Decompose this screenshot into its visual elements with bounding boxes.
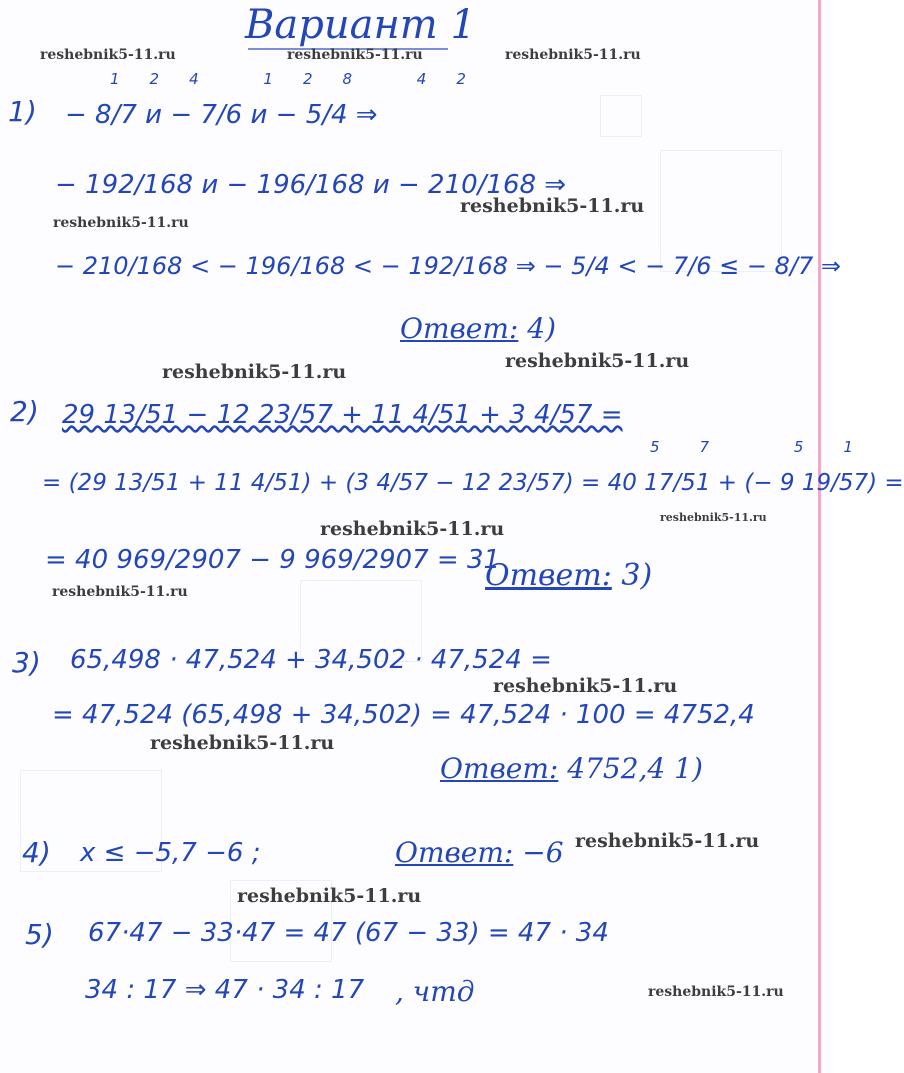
answer-value: 4) xyxy=(527,312,557,345)
watermark: reshebnik5-11.ru xyxy=(53,215,189,231)
task-number: 1) xyxy=(8,95,37,128)
page-margin-line xyxy=(818,0,821,1073)
task-number: 5) xyxy=(25,918,54,951)
watermark: reshebnik5-11.ru xyxy=(505,350,690,372)
watermark: reshebnik5-11.ru xyxy=(505,47,641,63)
task-line: − 8/7 и − 7/6 и − 5/4 ⇒ xyxy=(65,100,378,130)
answer-label: Ответ: xyxy=(485,558,612,593)
answer-label: Ответ: xyxy=(395,836,514,869)
answer-label: Ответ: xyxy=(400,312,519,345)
expansion-factors: 124 128 42 xyxy=(110,70,496,88)
expansion-factors: 57 51 xyxy=(650,438,893,456)
watermark: reshebnik5-11.ru xyxy=(150,732,335,754)
task-line: 67·47 − 33·47 = 47 (67 − 33) = 47 · 34 xyxy=(88,918,609,948)
task-line: = 47,524 (65,498 + 34,502) = 47,524 · 100 = 4752,4 xyxy=(52,700,755,730)
answer-value: 4752,4 1) xyxy=(567,752,703,785)
answer xyxy=(395,836,564,869)
answer xyxy=(485,558,652,593)
watermark: reshebnik5-11.ru xyxy=(40,47,176,63)
task-line: = (29 13/51 + 11 4/51) + (3 4/57 − 12 23/57) = 40 17/51 + (− 9 19/57) = xyxy=(42,470,904,496)
task-line: 34 : 17 ⇒ 47 · 34 : 17 xyxy=(85,975,365,1005)
task-number: 3) xyxy=(12,646,41,679)
watermark: reshebnik5-11.ru xyxy=(660,511,767,524)
answer-value: 3) xyxy=(621,558,653,593)
watermark: reshebnik5-11.ru xyxy=(287,47,423,63)
watermark: reshebnik5-11.ru xyxy=(320,518,505,540)
watermark: reshebnik5-11.ru xyxy=(648,984,784,1000)
task-line: 29 13/51 − 12 23/57 + 11 4/51 + 3 4/57 = xyxy=(62,400,623,430)
task-line: − 210/168 < − 196/168 < − 192/168 ⇒ − 5/4 < − 7/6 ≤ − 8/7 ⇒ xyxy=(55,252,841,280)
page-title: Вариант 1 xyxy=(245,2,476,48)
watermark: reshebnik5-11.ru xyxy=(162,361,347,383)
answer xyxy=(440,752,703,785)
watermark: reshebnik5-11.ru xyxy=(493,675,678,697)
conclusion: , чтд xyxy=(395,975,475,1008)
grid-cell xyxy=(600,95,642,137)
watermark: reshebnik5-11.ru xyxy=(52,584,188,600)
task-number: 2) xyxy=(10,395,39,428)
watermark: reshebnik5-11.ru xyxy=(237,885,422,907)
answer-label: Ответ: xyxy=(440,752,559,785)
task-line: = 40 969/2907 − 9 969/2907 = 31 xyxy=(45,545,501,575)
watermark: reshebnik5-11.ru xyxy=(460,195,645,217)
task-line: x ≤ −5,7 −6 ; xyxy=(80,838,261,868)
watermark: reshebnik5-11.ru xyxy=(575,830,760,852)
answer xyxy=(400,312,556,345)
task-line: 65,498 · 47,524 + 34,502 · 47,524 = xyxy=(70,645,552,675)
answer-value: −6 xyxy=(522,836,564,869)
task-number: 4) xyxy=(22,836,51,869)
task-line: − 192/168 и − 196/168 и − 210/168 ⇒ xyxy=(55,170,567,200)
